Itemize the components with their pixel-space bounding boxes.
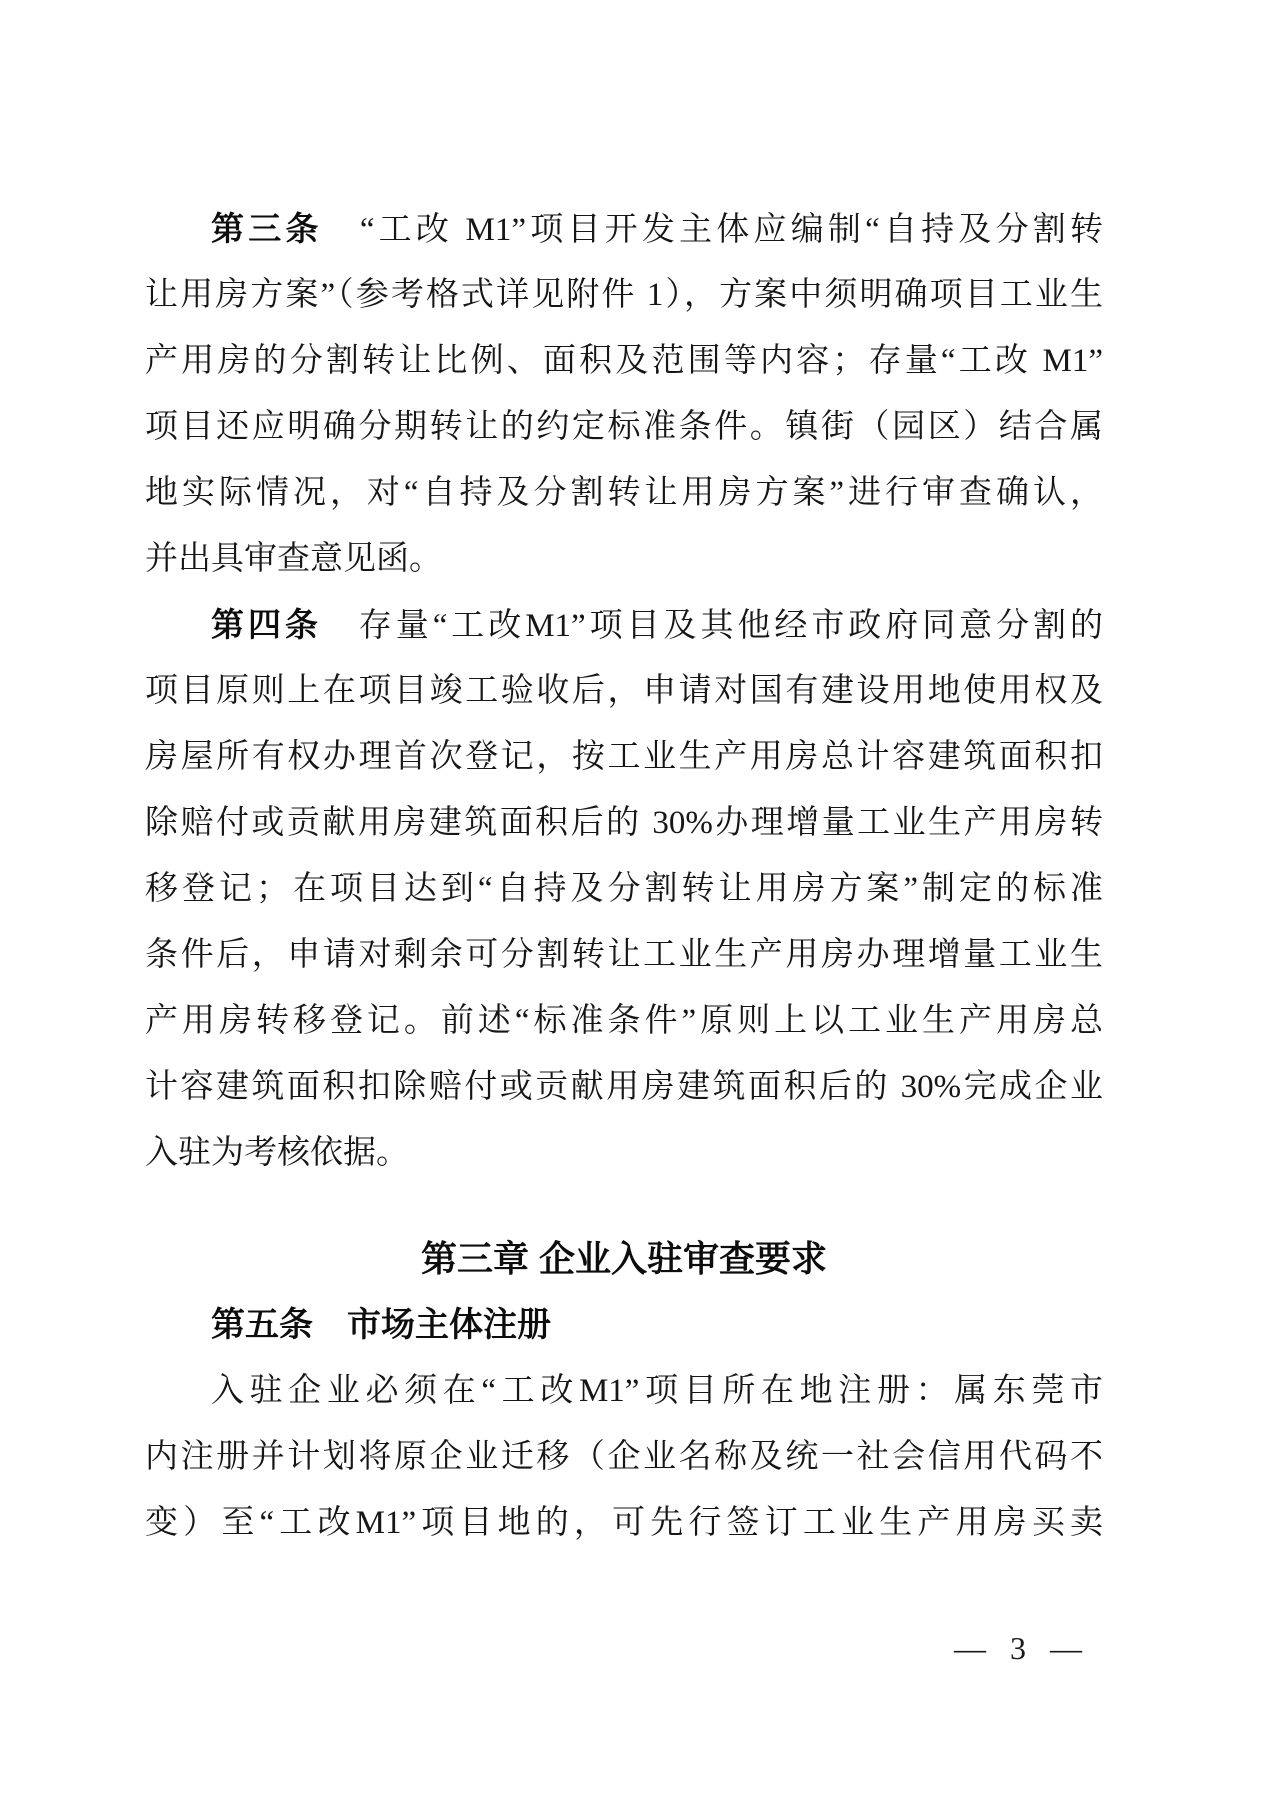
text-segment: 入驻为考核依据。 [145,1135,409,1171]
text-line [145,922,1103,988]
bold-text-segment: 第五条 市场主体注册 [211,1306,551,1344]
text-line [145,1358,1103,1424]
document-body [145,196,1103,1556]
text-line [145,592,1103,658]
text-segment: 房屋所有权办理首次登记，按工业生产用房总计容建筑面积扣 [145,739,1103,775]
text-line [145,1120,1103,1186]
text-segment: 项目还应明确分期转让的约定标准条件。镇街（园区）结合属 [145,409,1103,445]
text-line [145,328,1103,394]
text-segment: 变）至“工改M1”项目地的，可先行签订工业生产用房买卖 [145,1505,1103,1541]
text-line [145,1226,1103,1292]
article-5-paragraph [145,1358,1103,1556]
text-segment: 产用房转移登记。前述“标准条件”原则上以工业生产用房总 [145,1003,1103,1039]
text-line [145,196,1103,262]
text-segment: 计容建筑面积扣除赔付或贡献用房建筑面积后的 30%完成企业 [145,1069,1103,1105]
chapter-3-heading [145,1226,1103,1292]
page-number: — 3 — [954,1630,1082,1666]
text-segment: 内注册并计划将原企业迁移（企业名称及统一社会信用代码不 [145,1439,1103,1475]
text-line [145,724,1103,790]
article-5-heading [145,1292,1103,1358]
text-segment: 除赔付或贡献用房建筑面积后的 30%办理增量工业生产用房转 [145,805,1103,841]
text-segment: 产用房的分割转让比例、面积及范围等内容；存量“工改 M1” [145,343,1103,379]
text-line [145,262,1103,328]
text-line [145,526,1103,592]
text-segment: “工改 M1”项目开发主体应编制“自持及分割转 [322,212,1103,248]
text-segment: 存量“工改M1”项目及其他经市政府同意分割的 [321,608,1104,644]
text-segment: 条件后，申请对剩余可分割转让工业生产用房办理增量工业生 [145,937,1103,973]
bold-text-segment: 第三章 企业入驻审查要求 [420,1238,827,1279]
text-line [145,394,1103,460]
article-4-paragraph [145,592,1103,1186]
text-line [145,790,1103,856]
text-segment: 并出具审查意见函。 [145,541,442,577]
text-line [145,460,1103,526]
text-line [145,988,1103,1054]
text-line [145,1490,1103,1556]
text-line [145,658,1103,724]
text-line [145,1054,1103,1120]
text-segment: 项目原则上在项目竣工验收后，申请对国有建设用地使用权及 [145,673,1103,709]
text-line [145,856,1103,922]
text-segment: 让用房方案”（参考格式详见附件 1），方案中须明确项目工业生 [145,277,1103,313]
text-line [145,1424,1103,1490]
text-segment: 移登记；在项目达到“自持及分割转让用房方案”制定的标准 [145,871,1103,907]
text-segment: 入驻企业必须在“工改M1”项目所在地注册：属东莞市 [211,1373,1103,1409]
article-3-paragraph [145,196,1103,592]
page-footer [954,1628,1082,1668]
text-segment: 地实际情况，对“自持及分割转让用房方案”进行审查确认， [145,475,1103,511]
bold-text-segment: 第四条 [211,606,322,643]
bold-text-segment: 第三条 [211,210,323,247]
text-line [145,1292,1103,1358]
